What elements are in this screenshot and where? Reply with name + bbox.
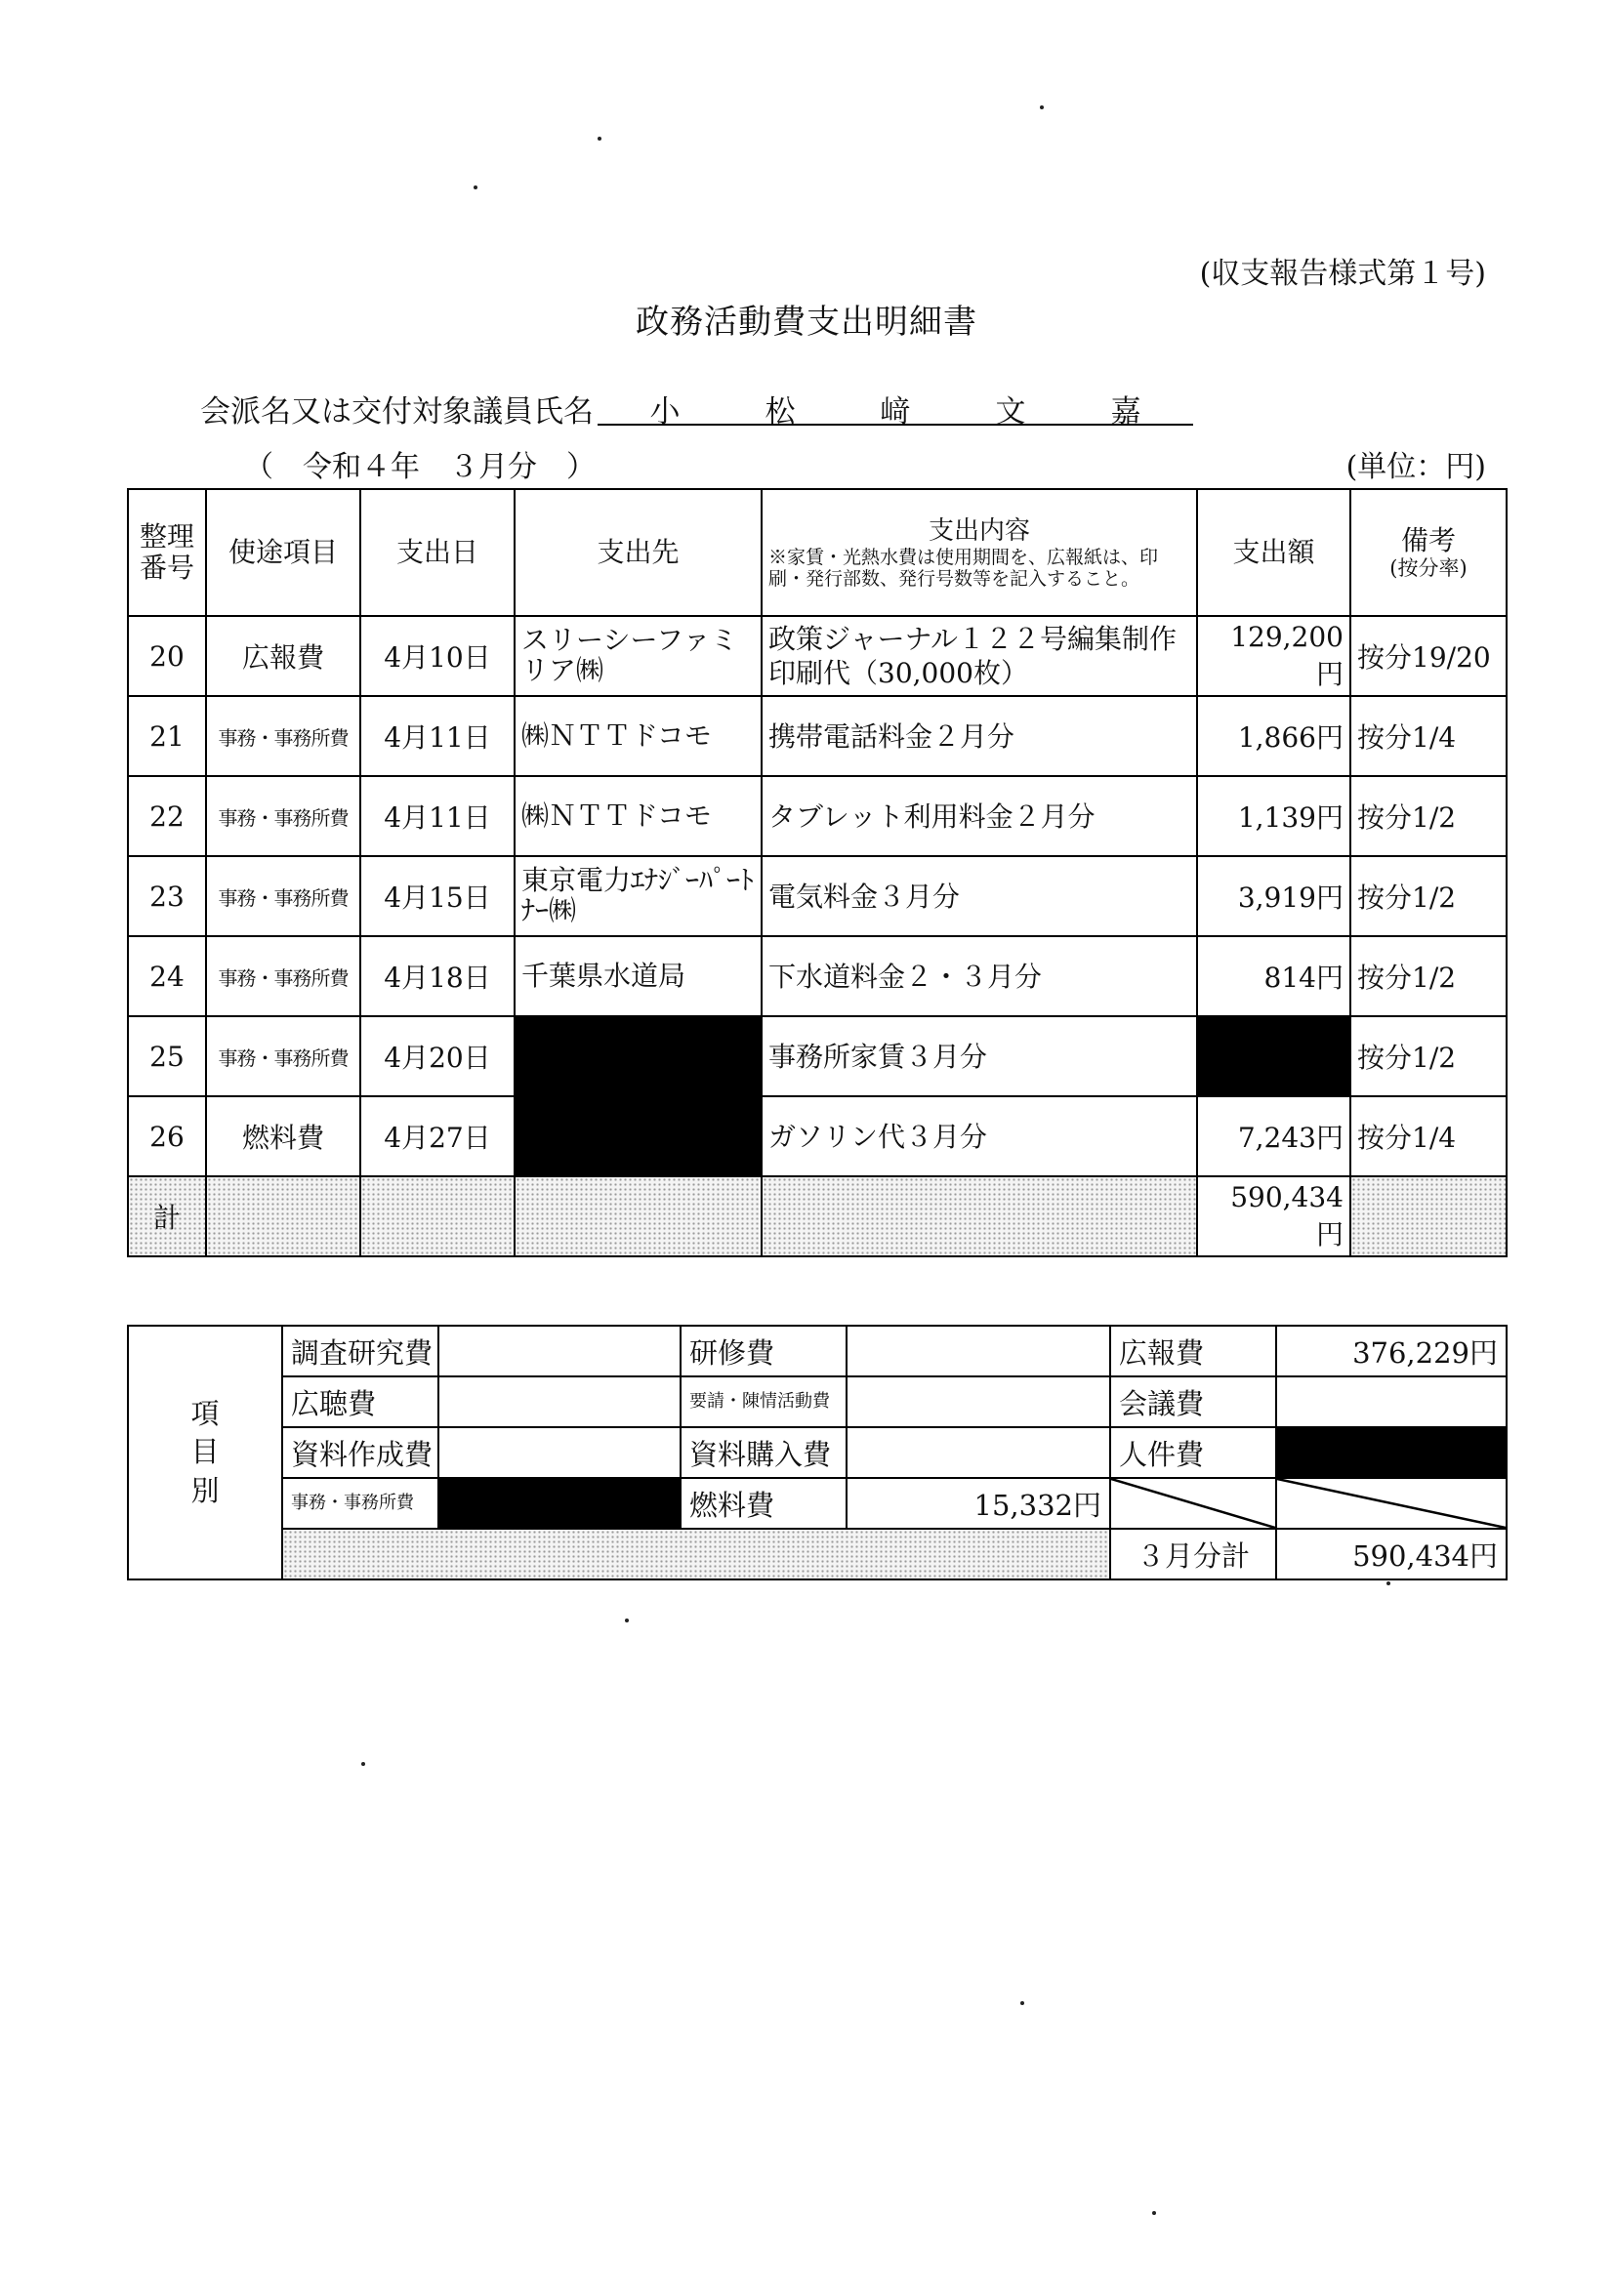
- summary-side-label: 項 目 別: [128, 1326, 282, 1579]
- row-number: 24: [128, 936, 206, 1016]
- category-office: 事務・事務所費: [282, 1478, 438, 1529]
- header-content-title: 支出内容: [928, 515, 1030, 546]
- row-amount: 1,866円: [1197, 696, 1350, 776]
- redacted-office-amount: [438, 1478, 681, 1529]
- row-amount: 1,139円: [1197, 776, 1350, 856]
- row-date: 4月27日: [360, 1096, 515, 1176]
- summary-row: [128, 1529, 1507, 1579]
- faction-label: 会派名又は交付対象議員氏名: [200, 394, 594, 430]
- row-remarks: 按分1/2: [1350, 856, 1507, 936]
- row-remarks: 按分1/4: [1350, 1096, 1507, 1176]
- total-blank: [762, 1176, 1197, 1256]
- row-payee: 千葉県水道局: [515, 936, 762, 1016]
- row-content: 事務所家賃３月分: [762, 1016, 1197, 1096]
- row-payee: スリーシーファミリア㈱: [515, 616, 762, 696]
- header-payee: 支出先: [515, 489, 762, 616]
- row-date: 4月11日: [360, 776, 515, 856]
- month-total-label: ３月分計: [1110, 1529, 1276, 1579]
- category-training-amount: [847, 1326, 1110, 1376]
- row-purpose: 燃料費: [206, 1096, 360, 1176]
- header-number: 整理 番号: [128, 489, 206, 616]
- category-pr: 広報費: [1110, 1326, 1276, 1376]
- member-name-char: 﨑: [880, 394, 911, 430]
- table-row: [128, 616, 1507, 696]
- row-content: 下水道料金２・３月分: [762, 936, 1197, 1016]
- row-purpose: 事務・事務所費: [206, 696, 360, 776]
- summary-blank-shaded: [282, 1529, 1110, 1579]
- member-name-char: 小: [649, 394, 681, 430]
- row-purpose: 事務・事務所費: [206, 776, 360, 856]
- row-remarks: 按分1/2: [1350, 776, 1507, 856]
- category-materials-making: 資料作成費: [282, 1427, 438, 1478]
- category-materials-making-amount: [438, 1427, 681, 1478]
- row-purpose: 事務・事務所費: [206, 936, 360, 1016]
- row-payee: ㈱ＮＴＴドコモ: [515, 776, 762, 856]
- scan-speck: [598, 137, 601, 141]
- category-materials-purchase-amount: [847, 1427, 1110, 1478]
- category-meeting: 会議費: [1110, 1376, 1276, 1427]
- scan-speck: [625, 1619, 629, 1622]
- category-personnel: 人件費: [1110, 1427, 1276, 1478]
- category-training: 研修費: [681, 1326, 847, 1376]
- month-total-amount: 590,434円: [1276, 1529, 1507, 1579]
- scan-speck: [1040, 105, 1044, 109]
- scan-speck: [474, 185, 477, 189]
- row-content: タブレット利用料金２月分: [762, 776, 1197, 856]
- row-number: 20: [128, 616, 206, 696]
- row-date: 4月15日: [360, 856, 515, 936]
- category-hearing: 広聴費: [282, 1376, 438, 1427]
- row-number: 21: [128, 696, 206, 776]
- row-number: 25: [128, 1016, 206, 1096]
- total-blank: [1350, 1176, 1507, 1256]
- summary-row: [128, 1326, 1507, 1376]
- header-date: 支出日: [360, 489, 515, 616]
- row-remarks: 按分1/2: [1350, 936, 1507, 1016]
- member-name-char: 文: [995, 394, 1026, 430]
- row-amount: 3,919円: [1197, 856, 1350, 936]
- header-amount: 支出額: [1197, 489, 1350, 616]
- header-content: [762, 489, 1197, 616]
- total-blank: [360, 1176, 515, 1256]
- row-remarks: 按分1/2: [1350, 1016, 1507, 1096]
- row-purpose: 事務・事務所費: [206, 856, 360, 936]
- scan-speck: [361, 1762, 365, 1766]
- table-header-row: [128, 489, 1507, 616]
- total-amount: 590,434円: [1197, 1176, 1350, 1256]
- row-remarks: 按分19/20: [1350, 616, 1507, 696]
- category-research-amount: [438, 1326, 681, 1376]
- table-row: [128, 936, 1507, 1016]
- row-content: 電気料金３月分: [762, 856, 1197, 936]
- total-blank: [515, 1176, 762, 1256]
- category-fuel: 燃料費: [681, 1478, 847, 1529]
- category-summary-table: [127, 1325, 1508, 1580]
- member-name-char: 嘉: [1110, 394, 1141, 430]
- table-row: [128, 856, 1507, 936]
- row-remarks: 按分1/4: [1350, 696, 1507, 776]
- scan-speck: [1152, 2211, 1156, 2215]
- row-date: 4月10日: [360, 616, 515, 696]
- summary-row: [128, 1427, 1507, 1478]
- header-content-note: ※家賃・光熱水費は使用期間を、広報紙は、印刷・発行部数、発行号数等を記入すること。: [768, 546, 1159, 591]
- table-row: [128, 1096, 1507, 1176]
- form-number: (収支報告様式第１号): [1199, 257, 1486, 291]
- category-pr-amount: 376,229円: [1276, 1326, 1507, 1376]
- header-remarks-sub: (按分率): [1389, 556, 1468, 581]
- row-purpose: 事務・事務所費: [206, 1016, 360, 1096]
- row-amount: 7,243円: [1197, 1096, 1350, 1176]
- table-row: [128, 776, 1507, 856]
- table-row: [128, 696, 1507, 776]
- redacted-personnel-amount: [1276, 1427, 1507, 1478]
- header-remarks: 備考 (按分率): [1350, 489, 1507, 616]
- category-materials-purchase: 資料購入費: [681, 1427, 847, 1478]
- expense-table: [127, 488, 1508, 1257]
- row-content: 携帯電話料金２月分: [762, 696, 1197, 776]
- member-name-char: 松: [765, 394, 796, 430]
- row-date: 4月11日: [360, 696, 515, 776]
- row-payee: 東京電力ｴﾅｼﾞｰﾊﾟｰﾄﾅｰ㈱: [515, 856, 762, 936]
- member-name: [598, 387, 1193, 430]
- row-number: 26: [128, 1096, 206, 1176]
- summary-row: [128, 1376, 1507, 1427]
- category-petition: 要請・陳情活動費: [681, 1376, 847, 1427]
- row-amount: 129,200円: [1197, 616, 1350, 696]
- document-title: 政務活動費支出明細書: [636, 303, 977, 342]
- unit-note: (単位：円): [1345, 450, 1486, 484]
- row-content: ガソリン代３月分: [762, 1096, 1197, 1176]
- category-hearing-amount: [438, 1376, 681, 1427]
- row-amount: 814円: [1197, 936, 1350, 1016]
- redacted-payee-block: [515, 1016, 762, 1176]
- header-purpose: 使途項目: [206, 489, 360, 616]
- table-row: [128, 1016, 1507, 1096]
- total-row: [128, 1176, 1507, 1256]
- row-payee: ㈱ＮＴＴドコモ: [515, 696, 762, 776]
- row-purpose: 広報費: [206, 616, 360, 696]
- total-label: 計: [128, 1176, 206, 1256]
- empty-slash-cell: [1276, 1478, 1507, 1529]
- redacted-amount: [1197, 1016, 1350, 1096]
- summary-row: [128, 1478, 1507, 1529]
- empty-slash-cell: [1110, 1478, 1276, 1529]
- category-fuel-amount: 15,332円: [847, 1478, 1110, 1529]
- category-research: 調査研究費: [282, 1326, 438, 1376]
- category-meeting-amount: [1276, 1376, 1507, 1427]
- row-date: 4月20日: [360, 1016, 515, 1096]
- scan-speck: [1386, 1581, 1390, 1585]
- report-period: （ 令和４年 ３月分 ）: [244, 450, 596, 484]
- row-date: 4月18日: [360, 936, 515, 1016]
- row-number: 22: [128, 776, 206, 856]
- total-blank: [206, 1176, 360, 1256]
- row-content: 政策ジャーナル１２２号編集制作印刷代（30,000枚）: [762, 616, 1197, 696]
- category-petition-amount: [847, 1376, 1110, 1427]
- scan-speck: [1020, 2001, 1024, 2005]
- row-number: 23: [128, 856, 206, 936]
